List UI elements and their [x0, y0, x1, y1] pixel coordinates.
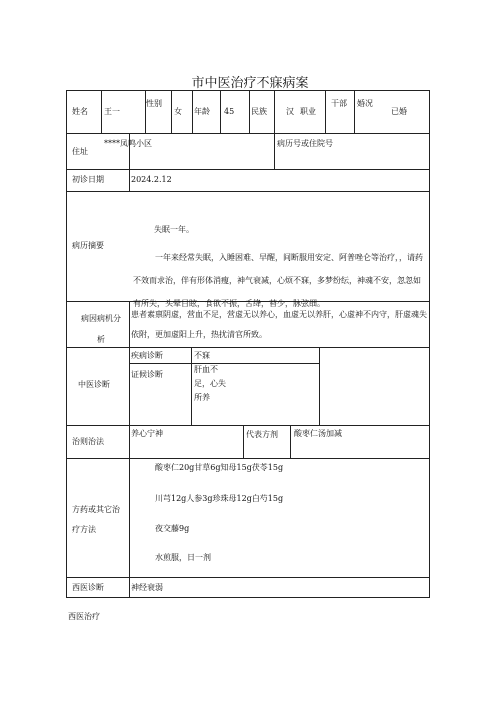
history-label: 病历摘要 [72, 241, 104, 250]
syndrome-diagnosis-value: 肝血不足，心失所养 [194, 365, 226, 402]
marital-value: 已婚 [391, 107, 407, 116]
row-divider [67, 425, 429, 426]
col-divider [192, 91, 193, 133]
age-label: 年龄 [194, 107, 210, 116]
therapy-label: 治则治法 [72, 437, 104, 446]
prescription-line-1: 酸枣仁20g甘草6g知母15g茯苓15g [155, 463, 284, 472]
col-divider [354, 91, 355, 133]
marital-label: 婚况 [357, 99, 373, 108]
first-visit-value: 2024.2.12 [131, 175, 172, 184]
history-chief-complaint: 失眠一年。 [154, 225, 194, 234]
col-divider [249, 91, 250, 133]
col-divider [101, 91, 102, 133]
tcm-diagnosis-label: 中医诊断 [78, 380, 110, 389]
medical-record-table [66, 90, 430, 598]
gender-value: 女 [174, 107, 182, 116]
row-divider [67, 458, 429, 459]
western-treatment-heading: 西医治疗 [68, 612, 100, 621]
western-diagnosis-value: 神经衰弱 [131, 583, 163, 592]
disease-diagnosis-value: 不寐 [194, 351, 210, 360]
occupation-label: 职业 [300, 107, 316, 116]
gender-label: 性别 [146, 99, 162, 108]
col-divider [191, 347, 192, 425]
age-value: 45 [224, 107, 235, 116]
col-divider [325, 91, 326, 133]
ethnicity-value: 汉 [286, 107, 294, 116]
col-divider [319, 347, 320, 425]
name-value: 王一 [104, 107, 120, 116]
prescription-label: 方药或其它治疗方法 [72, 505, 120, 534]
first-visit-label: 初诊日期 [72, 175, 104, 184]
row-divider [67, 133, 429, 134]
syndrome-diagnosis-label: 证候诊断 [131, 370, 163, 379]
col-divider [243, 425, 244, 458]
therapy-value: 养心宁神 [131, 429, 163, 438]
row-divider [67, 169, 429, 170]
history-detail: 一年来经常失眠，入睡困难、早醒，间断服用安定、阿普唑仑等治疗，，请药不效而求治，伴有形体消瘦，神气衰减，心烦不寐，多梦纷纭，神魂不安，忽忽如有所失，头晕目眩，食欲不振，舌绛，苔少，脉弦细。 [133, 253, 423, 308]
col-divider [274, 133, 275, 169]
col-divider [129, 458, 130, 597]
page-title: 市中医治疗不寐病案 [191, 76, 309, 91]
prescription-line-2: 川芎12g人参3g珍珠母12g白芍15g [155, 494, 284, 503]
row-divider [67, 577, 429, 578]
col-divider [171, 91, 172, 133]
row-divider [67, 191, 429, 192]
prescription-line-4: 水煎服，日一剂 [155, 553, 211, 562]
name-label: 姓名 [72, 107, 88, 116]
col-divider [129, 301, 130, 458]
prescription-line-3: 夜交藤9g [155, 524, 190, 533]
pathogenesis-label: 病因病机分析 [81, 314, 121, 344]
representative-formula-value: 酸枣仁汤加减 [294, 429, 342, 438]
representative-formula-label: 代表方剂 [246, 430, 278, 439]
western-diagnosis-label: 西医诊断 [72, 583, 104, 592]
col-divider [274, 91, 275, 133]
pathogenesis-text: 患者素禀阴虚，营血不足，营虚无以养心，血虚无以养肝，心虚神不内守，肝虚魂失依附，更加虚阳上升，热扰清官所致。 [131, 310, 427, 339]
col-divider [290, 425, 291, 458]
occupation-value: 干部 [331, 99, 347, 108]
ethnicity-label: 民族 [251, 107, 267, 116]
disease-diagnosis-label: 疾病诊断 [131, 351, 163, 360]
record-number-label: 病历号或住院号 [277, 139, 333, 148]
address-value: ****凤鸣小区 [104, 139, 152, 148]
address-label: 住址 [72, 147, 88, 156]
col-divider [220, 91, 221, 133]
